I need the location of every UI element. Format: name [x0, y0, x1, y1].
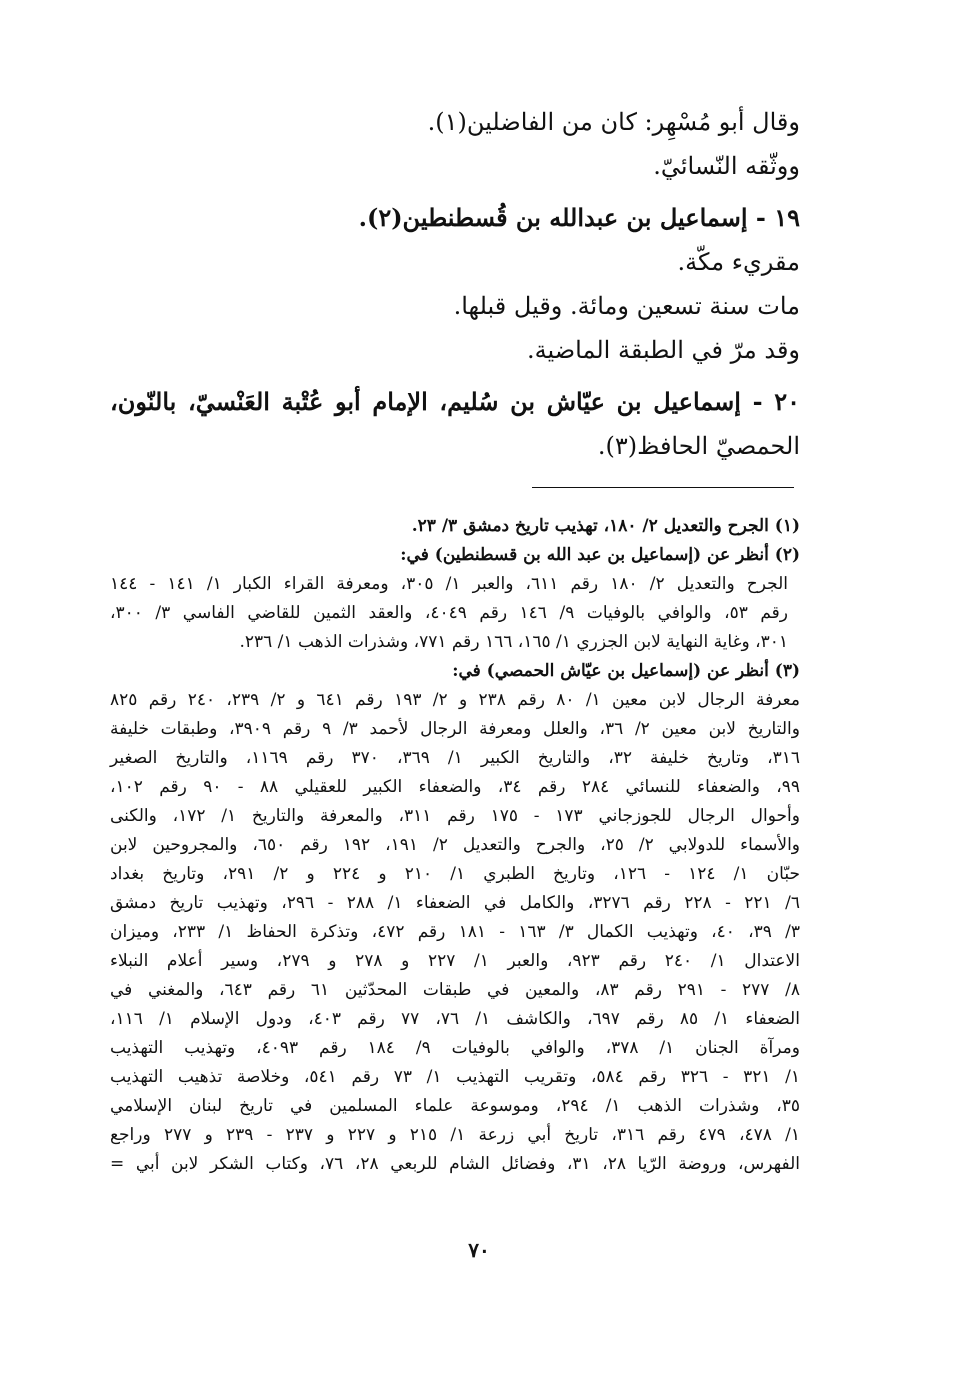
footnote-line: ٣٥، وشذرات الذهب ١/ ٢٩٤، وموسوعة علماء المسلمين في تاريخ لبنان الإسلامي [110, 1096, 801, 1116]
footnote-2-heading: (٢) أنظر عن (إسماعيل بن عبد الله بن قسطنطين) في: [400, 545, 800, 565]
main-line: مات سنة تسعين ومائة. وقيل قبلها. [453, 292, 800, 320]
footnote-line: والتاريخ لابن معين ٢/ ٣٦، والعلل ومعرفة الرجال لأحمد ٣/ ٩ رقم ٣٩٠٩، وطبقات خليفة [110, 719, 800, 739]
footnote-divider [532, 487, 794, 488]
page-number: ٧٠ [468, 1238, 490, 1262]
footnote-line: رقم ٥٣، والوافي بالوفيات ٩/ ١٤٦ رقم ٤٠٤٩، والعقد الثمين للقاضي الفاسي ٣/ ٣٠٠، [110, 603, 788, 623]
footnote-line: حبّان ١/ ١٢٤ - ١٢٦، وتاريخ الطبري ١/ ٢١٠ و ٢٢٤ و ٢/ ٢٩١، وتاريخ بغداد [110, 864, 800, 884]
footnote-line: الفهرس، وروضة الرّيا ٢٨، ٣١، وفضائل الشام للربعي ٢٨، ٧٦، وكتاب الشكر لابن أبي = [110, 1154, 801, 1174]
footnote-line: ٣١٦، وتاريخ خليفة ٣٢، والتاريخ الكبير ١/ ٣٦٩، ٣٧٠ رقم ١١٦٩، والتاريخ الصغير [110, 748, 800, 768]
footnote-line: الاعتدال ١/ ٢٤٠ رقم ٩٢٣، والعبر ١/ ٢٢٧ و ٢٧٨ و ٢٧٩، وسير أعلام النبلاء [110, 951, 800, 971]
entry-heading-19: ١٩ - إسماعيل بن عبدالله بن قُسطنطين(٢). [358, 203, 800, 232]
footnote-line: ٣/ ٣٩، ٤٠، وتهذيب الكمال ٣/ ١٦٣ - ١٨١ رقم ٤٧٢، وتذكرة الحفاظ ١/ ٢٣٣، وميزان [110, 922, 801, 942]
footnote-line: ١/ ٣٢١ - ٣٢٦ رقم ٥٨٤، وتقريب التهذيب ١/ ٧٣ رقم ٥٤١، وخلاصة تذهيب التهذيب [110, 1067, 800, 1087]
entry-heading-20: ٢٠ - إسماعيل بن عيّاش بن سُليم، الإمام أبو عُتْبة العَنْسيّ، بالنّون، [110, 387, 800, 416]
footnote-1: (١) الجرح والتعديل ٢/ ١٨٠، تهذيب تاريخ دمشق ٣/ ٢٣. [411, 516, 800, 536]
footnote-line: ٨/ ٢٧٧ - ٢٩١ رقم ٨٣، والمعين في طبقات المحدّثين ٦١ رقم ٦٤٣، والمغني في [110, 980, 800, 1000]
footnote-line: الضعفاء ١/ ٨٥ رقم ٦٩٧، والكاشف ١/ ٧٦، ٧٧ رقم ٤٠٣، ودول الإسلام ١/ ١١٦، [110, 1009, 800, 1029]
footnote-line: ٣٠١، وغاية النهاية لابن الجزري ١/ ١٦٥، ١٦٦ رقم ٧٧١، وشذرات الذهب ١/ ٢٣٦. [239, 632, 788, 652]
main-line: وقال أبو مُسْهِر: كان من الفاضلين(١). [427, 108, 800, 136]
footnote-3-heading: (٣) أنظر عن (إسماعيل بن عيّاش الحمصي) في: [452, 661, 800, 681]
footnote-line: الجرح والتعديل ٢/ ١٨٠ رقم ٦١١، والعبر ١/ ٣٠٥، ومعرفة القراء الكبار ١/ ١٤١ - ١٤٤ [110, 574, 789, 594]
footnote-line: وأحوال الرجال للجوزجاني ١٧٣ - ١٧٥ رقم ٣١١، والمعرفة والتاريخ ١/ ١٧٢، والكنى [110, 806, 800, 826]
main-text [110, 100, 800, 468]
footnotes [110, 512, 800, 1179]
main-line: وقد مرّ في الطبقة الماضية. [527, 336, 800, 364]
footnote-line: ٦/ ٢٢١ - ٢٢٨ رقم ٣٢٧٦، والكامل في الضعفاء ١/ ٢٨٨ - ٢٩٦، وتهذيب تاريخ دمشق [110, 893, 800, 913]
footnote-line: ٩٩، والضعفاء للنسائي ٢٨٤ رقم ٣٤، والضعفاء الكبير للعقيلي ٨٨ - ٩٠ رقم ١٠٢، [110, 777, 800, 797]
main-line: مقريء مكّة. [677, 248, 800, 276]
footnote-line: ١/ ٤٧٨، ٤٧٩ رقم ٣١٦، تاريخ أبي زرعة ١/ ٢١٥ و ٢٢٧ و ٢٣٧ - ٢٣٩ و ٢٧٧ وراجع [110, 1125, 800, 1145]
footnote-line: ومرآة الجنان ١/ ٣٧٨، والوافي بالوفيات ٩/ ١٨٤ رقم ٤٠٩٣، وتهذيب التهذيب [110, 1038, 800, 1058]
main-line: الحمصيّ الحافظ(٣). [597, 432, 800, 460]
main-line: ووثّقه النّسائيّ. [653, 152, 800, 180]
footnote-line: والأسماء للدولابي ٢/ ٢٥، والجرح والتعديل ٢/ ١٩١، ١٩٢ رقم ٦٥٠، والمجروحين لابن [110, 835, 801, 855]
footnote-line: معرفة الرجال لابن معين ١/ ٨٠ رقم ٢٣٨ و ٢/ ١٩٣ رقم ٦٤١ و ٢/ ٢٣٩، ٢٤٠ رقم ٨٢٥ [110, 690, 800, 710]
